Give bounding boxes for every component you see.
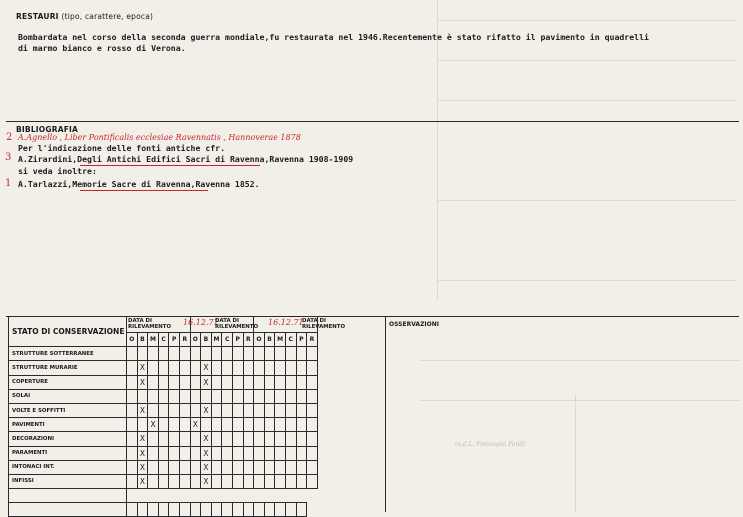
condition-cell (222, 375, 233, 389)
condition-cell (307, 474, 318, 488)
condition-cell (179, 460, 190, 474)
scale-R-3: R (307, 333, 318, 347)
condition-cell (285, 418, 296, 432)
condition-mark: X (201, 446, 212, 460)
condition-cell (285, 375, 296, 389)
archive-stamp: (a.d.L. Fotocopia Fond) (455, 441, 526, 448)
condition-cell (243, 361, 254, 375)
condition-cell (264, 403, 275, 417)
condition-cell (285, 460, 296, 474)
condition-cell (254, 474, 265, 488)
condition-cell (254, 375, 265, 389)
scale-M-2: M (211, 333, 222, 347)
condition-cell (232, 361, 243, 375)
condition-cell (264, 361, 275, 375)
condition-cell (169, 446, 180, 460)
condition-cell (148, 347, 159, 361)
scale-B-2: B (201, 333, 212, 347)
condition-cell (169, 347, 180, 361)
bib-order-2: 3 (5, 152, 12, 163)
condition-cell (127, 460, 138, 474)
condition-cell (254, 446, 265, 460)
condition-cell (264, 474, 275, 488)
condition-cell (222, 460, 233, 474)
condition-cell (158, 474, 169, 488)
conservation-row-label: PARAMENTI (9, 446, 127, 460)
condition-mark: X (137, 361, 148, 375)
scale-O-1: O (127, 333, 138, 347)
conservation-row (9, 446, 318, 460)
empty-cell (127, 503, 138, 517)
condition-cell (211, 432, 222, 446)
condition-cell (254, 460, 265, 474)
condition-cell (296, 418, 307, 432)
condition-cell (275, 474, 286, 488)
condition-cell (296, 361, 307, 375)
condition-mark: X (137, 375, 148, 389)
scale-B-1: B (137, 333, 148, 347)
condition-cell (296, 446, 307, 460)
scale-P-1: P (169, 333, 180, 347)
condition-cell (169, 418, 180, 432)
condition-mark: X (201, 432, 212, 446)
condition-cell (190, 446, 201, 460)
condition-cell (232, 432, 243, 446)
condition-cell (254, 403, 265, 417)
condition-cell (211, 347, 222, 361)
conservation-row-label: COPERTURE (9, 375, 127, 389)
conservation-row (9, 347, 318, 361)
scale-B-3: B (264, 333, 275, 347)
condition-cell (190, 460, 201, 474)
condition-cell (148, 403, 159, 417)
group-header-3: DATA DI RILEVAMENTO (302, 318, 346, 330)
condition-cell (148, 432, 159, 446)
scale-P-3: P (296, 333, 307, 347)
conservation-row-label: SOLAI (9, 389, 127, 403)
condition-cell (254, 347, 265, 361)
condition-cell (296, 474, 307, 488)
condition-cell (254, 361, 265, 375)
empty-cell (9, 503, 127, 517)
condition-cell (275, 389, 286, 403)
scale-R-1: R (179, 333, 190, 347)
group-header-2: DATA DI RILEVAMENTO (215, 318, 259, 330)
condition-cell (137, 418, 148, 432)
condition-mark: X (201, 361, 212, 375)
restauri-text-line-2: di marmo bianco e rosso di Verona. (18, 43, 186, 53)
conservation-row-label: INTONACI INT. (9, 460, 127, 474)
condition-cell (254, 418, 265, 432)
osservazioni-heading: OSSERVAZIONI (389, 321, 440, 328)
condition-cell (254, 432, 265, 446)
condition-cell (190, 389, 201, 403)
condition-cell (296, 347, 307, 361)
scale-C-1: C (158, 333, 169, 347)
empty-cell (137, 503, 148, 517)
condition-cell (179, 474, 190, 488)
empty-cell (211, 503, 222, 517)
condition-cell (127, 418, 138, 432)
condition-cell (148, 375, 159, 389)
condition-cell (307, 432, 318, 446)
condition-cell (285, 389, 296, 403)
condition-cell (179, 375, 190, 389)
scale-C-3: C (285, 333, 296, 347)
condition-cell (158, 403, 169, 417)
condition-cell (243, 474, 254, 488)
condition-cell (211, 375, 222, 389)
condition-cell (169, 432, 180, 446)
condition-cell (275, 460, 286, 474)
scale-O-2: O (190, 333, 201, 347)
condition-cell (169, 403, 180, 417)
bib-order-1: 2 (6, 132, 13, 143)
condition-cell (275, 361, 286, 375)
conservation-row-label: STRUTTURE SOTTERRANEE (9, 347, 127, 361)
empty-cell (275, 503, 286, 517)
restauri-heading: RESTAURI (tipo, carattere, epoca) (16, 12, 154, 21)
condition-cell (190, 375, 201, 389)
condition-cell (211, 474, 222, 488)
condition-cell (232, 375, 243, 389)
condition-cell (179, 418, 190, 432)
condition-cell (179, 403, 190, 417)
condition-mark: X (148, 418, 159, 432)
condition-cell (254, 389, 265, 403)
condition-cell (264, 418, 275, 432)
condition-cell (275, 403, 286, 417)
bib-entry-zirardini: A.Zirardini,Degli Antichi Edifici Sacri di Ravenna,Ravenna 1908-1909 (18, 154, 354, 164)
condition-cell (296, 375, 307, 389)
group-date-2: 16.12.71 (268, 318, 304, 327)
underline-zirardini (80, 165, 260, 166)
condition-cell (264, 460, 275, 474)
conservation-row (9, 361, 318, 375)
condition-cell (169, 361, 180, 375)
condition-cell (296, 460, 307, 474)
empty-cell (296, 503, 307, 517)
condition-cell (232, 474, 243, 488)
condition-cell (190, 474, 201, 488)
condition-cell (222, 347, 233, 361)
conservation-row-label: INFISSI (9, 474, 127, 488)
scale-P-2: P (232, 333, 243, 347)
condition-cell (296, 403, 307, 417)
conservation-row (9, 460, 318, 474)
condition-cell (264, 432, 275, 446)
scale-O-3: O (254, 333, 265, 347)
condition-cell (307, 361, 318, 375)
condition-cell (264, 446, 275, 460)
condition-cell (179, 389, 190, 403)
empty-cell (243, 503, 254, 517)
condition-cell (243, 418, 254, 432)
condition-cell (307, 446, 318, 460)
condition-mark: X (137, 474, 148, 488)
scale-M-1: M (148, 333, 159, 347)
empty-cell (232, 503, 243, 517)
empty-cell (201, 503, 212, 517)
bib-entry-tarlazzi: A.Tarlazzi,Memorie Sacre di Ravenna,Ravenna 1852. (18, 179, 260, 189)
condition-cell (307, 418, 318, 432)
condition-cell (158, 347, 169, 361)
scale-C-2: C (222, 333, 233, 347)
bib-order-3: 1 (5, 178, 12, 189)
condition-cell (158, 389, 169, 403)
condition-cell (222, 446, 233, 460)
condition-cell (179, 361, 190, 375)
condition-cell (275, 446, 286, 460)
conservation-row (9, 432, 318, 446)
underline-tarlazzi (80, 190, 208, 191)
condition-mark: X (201, 403, 212, 417)
condition-cell (201, 389, 212, 403)
restauri-text-line-1: Bombardata nel corso della seconda guerra mondiale,fu restaurata nel 1946.Recentemente è stato rifatto il pavimento in quadrelli (18, 32, 649, 42)
scale-R-2: R (243, 333, 254, 347)
empty-cell (158, 503, 169, 517)
conservation-row (9, 389, 318, 403)
condition-cell (169, 474, 180, 488)
condition-cell (307, 389, 318, 403)
condition-cell (169, 389, 180, 403)
condition-cell (275, 375, 286, 389)
condition-cell (137, 389, 148, 403)
condition-cell (222, 418, 233, 432)
condition-cell (275, 432, 286, 446)
condition-mark: X (201, 375, 212, 389)
conservation-row-label: STRUTTURE MURARIE (9, 361, 127, 375)
conservation-row-label: PAVIMENTI (9, 418, 127, 432)
condition-cell (148, 446, 159, 460)
condition-cell (222, 474, 233, 488)
bib-entry-handwritten: A.Agnello , Liber Pontificalis ecclesiae Ravennatis , Hannoverae 1878 (18, 133, 301, 142)
condition-cell (307, 375, 318, 389)
condition-cell (211, 361, 222, 375)
condition-cell (222, 389, 233, 403)
condition-cell (211, 446, 222, 460)
condition-cell (296, 389, 307, 403)
condition-cell (285, 361, 296, 375)
condition-cell (127, 432, 138, 446)
condition-cell (243, 403, 254, 417)
condition-cell (243, 347, 254, 361)
conservation-title: STATO DI CONSERVAZIONE (9, 317, 127, 347)
condition-cell (232, 460, 243, 474)
condition-cell (201, 418, 212, 432)
condition-cell (243, 375, 254, 389)
conservation-row (9, 403, 318, 417)
condition-cell (232, 347, 243, 361)
section-divider (6, 121, 739, 122)
condition-cell (127, 389, 138, 403)
conservation-row-label: VOLTE E SOFFITTI (9, 403, 127, 417)
condition-cell (148, 389, 159, 403)
conservation-row (9, 418, 318, 432)
condition-cell (169, 460, 180, 474)
condition-cell (179, 432, 190, 446)
empty-cell (264, 503, 275, 517)
condition-cell (158, 460, 169, 474)
condition-cell (275, 418, 286, 432)
condition-cell (158, 361, 169, 375)
condition-cell (201, 347, 212, 361)
empty-cell (285, 503, 296, 517)
condition-cell (158, 446, 169, 460)
condition-cell (285, 347, 296, 361)
condition-cell (211, 418, 222, 432)
condition-cell (137, 347, 148, 361)
condition-mark: X (201, 474, 212, 488)
empty-cell (169, 503, 180, 517)
condition-cell (232, 389, 243, 403)
condition-cell (127, 347, 138, 361)
condition-cell (285, 474, 296, 488)
group-header-1: DATA DI RILEVAMENTO (128, 318, 172, 330)
condition-cell (264, 389, 275, 403)
condition-mark: X (137, 403, 148, 417)
condition-mark: X (137, 460, 148, 474)
bib-entry-inoltre: si veda inoltre: (18, 166, 97, 176)
empty-cell (222, 503, 233, 517)
condition-cell (232, 446, 243, 460)
condition-cell (222, 403, 233, 417)
condition-cell (264, 375, 275, 389)
conservation-table (8, 316, 318, 517)
condition-cell (158, 432, 169, 446)
condition-cell (158, 418, 169, 432)
condition-cell (127, 446, 138, 460)
condition-cell (232, 403, 243, 417)
condition-cell (127, 403, 138, 417)
condition-mark: X (137, 446, 148, 460)
condition-mark: X (201, 460, 212, 474)
empty-cell (190, 503, 201, 517)
condition-cell (148, 474, 159, 488)
condition-cell (211, 389, 222, 403)
condition-cell (127, 474, 138, 488)
condition-cell (285, 432, 296, 446)
empty-cell (254, 503, 265, 517)
condition-cell (179, 446, 190, 460)
condition-cell (190, 403, 201, 417)
condition-cell (127, 375, 138, 389)
condition-cell (148, 460, 159, 474)
condition-cell (275, 347, 286, 361)
empty-cell (179, 503, 190, 517)
condition-cell (169, 375, 180, 389)
condition-cell (307, 347, 318, 361)
condition-cell (243, 432, 254, 446)
condition-cell (243, 389, 254, 403)
condition-cell (232, 418, 243, 432)
condition-cell (264, 347, 275, 361)
condition-cell (222, 432, 233, 446)
condition-cell (296, 432, 307, 446)
condition-cell (158, 375, 169, 389)
condition-mark: X (190, 418, 201, 432)
condition-cell (285, 446, 296, 460)
condition-cell (307, 460, 318, 474)
conservation-row-label: DECORAZIONI (9, 432, 127, 446)
bibliografia-heading: BIBLIOGRAFIA (16, 125, 79, 134)
condition-cell (148, 361, 159, 375)
observations-divider (385, 316, 386, 512)
condition-cell (190, 432, 201, 446)
condition-cell (211, 403, 222, 417)
condition-cell (190, 347, 201, 361)
condition-cell (211, 460, 222, 474)
condition-mark: X (137, 432, 148, 446)
condition-cell (307, 403, 318, 417)
condition-cell (127, 361, 138, 375)
condition-cell (222, 361, 233, 375)
conservation-row (9, 375, 318, 389)
bib-entry-note: Per l'indicazione delle fonti antiche cfr. (18, 143, 226, 153)
condition-cell (285, 403, 296, 417)
group-date-1: 16.12.71 (183, 318, 219, 327)
condition-cell (190, 361, 201, 375)
empty-cell (148, 503, 159, 517)
condition-cell (243, 446, 254, 460)
scale-M-3: M (275, 333, 286, 347)
conservation-row (9, 474, 318, 488)
condition-cell (243, 460, 254, 474)
condition-cell (179, 347, 190, 361)
